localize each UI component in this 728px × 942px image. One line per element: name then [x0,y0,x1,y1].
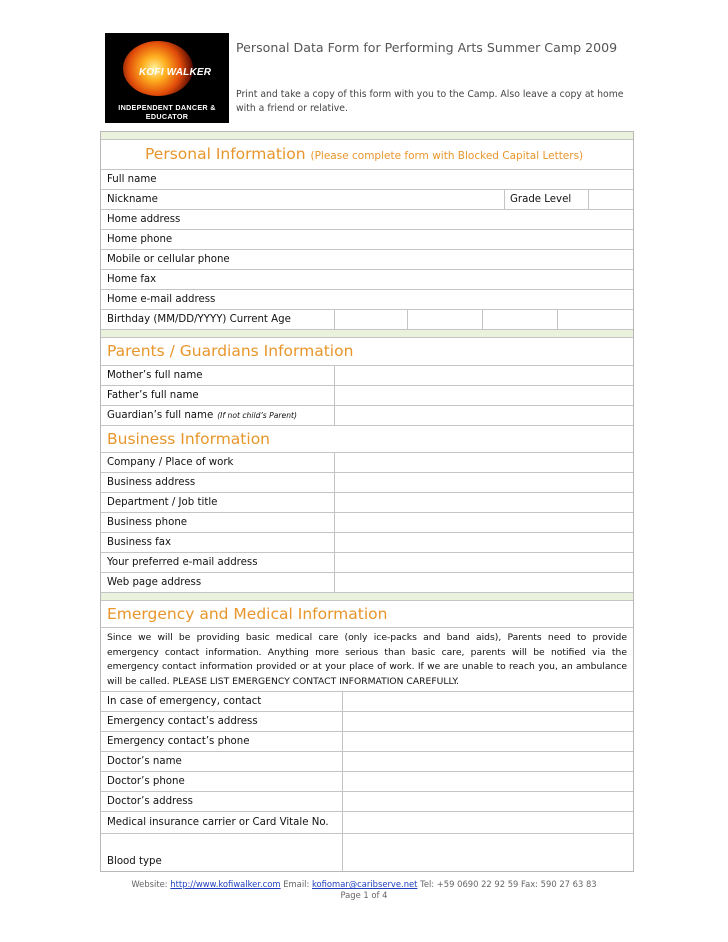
field-label: Father’s full name [107,390,199,401]
section-title: Emergency and Medical Information [107,605,388,623]
field-label: Birthday (MM/DD/YYYY) Current Age [107,314,291,325]
tel-fax: Tel: +59 0690 22 92 59 Fax: 590 27 63 83 [420,879,597,889]
logo-name: KOFI WALKER [139,67,212,78]
section-business [101,426,633,453]
field-home-phone[interactable] [101,230,633,250]
form-title: Personal Data Form for Performing Arts Summer Camp 2009 [236,40,618,55]
field-home-email[interactable] [101,290,633,310]
field-home-address[interactable] [101,210,633,230]
field-full-name[interactable] [101,170,633,190]
field-label: Web page address [107,577,202,588]
field-emergency-address[interactable] [101,712,633,732]
field-home-fax[interactable] [101,270,633,290]
field-guardian-name[interactable] [101,406,633,426]
field-emergency-phone[interactable] [101,732,633,752]
separator-band [101,330,633,338]
field-business-fax[interactable] [101,533,633,553]
field-label: Blood type [107,856,162,868]
section-title: Business Information [107,430,270,448]
logo-tagline: INDEPENDENT DANCER & EDUCATOR [118,103,216,121]
form-instructions: Print and take a copy of this form with you to the Camp. Also leave a copy at home with a friend or relative. [236,89,624,114]
field-label: Doctor’s address [107,796,193,808]
guardian-note: (If not child’s Parent) [217,411,297,420]
field-medical-insurance[interactable] [101,812,633,834]
field-company[interactable] [101,453,633,473]
website-label: Website: [131,879,168,889]
field-label: Business fax [107,537,172,548]
personal-data-form [100,131,634,872]
field-label: Doctor’s phone [107,776,185,788]
field-mobile-phone[interactable] [101,250,633,270]
field-label: Medical insurance carrier or Card Vitale No. [107,817,329,829]
field-web-page[interactable] [101,573,633,593]
field-business-phone[interactable] [101,513,633,533]
field-label: Home e-mail address [107,294,216,305]
field-label: Department / Job title [107,497,218,508]
field-father-name[interactable] [101,386,633,406]
section-parents [101,338,633,366]
section-title: Parents / Guardians Information [107,342,354,360]
email-label: Email: [283,879,310,889]
field-business-address[interactable] [101,473,633,493]
email-link[interactable]: kofiomar@caribserve.net [311,879,418,889]
field-label: Emergency contact’s address [107,716,258,728]
section-personal [101,140,633,170]
field-label: Emergency contact’s phone [107,736,250,748]
section-emergency [101,601,633,628]
field-blood-type[interactable] [101,834,633,871]
section-subtitle: (Please complete form with Blocked Capital Letters) [310,150,584,162]
field-birthday-age[interactable] [101,310,633,330]
field-label: Home fax [107,274,157,285]
field-emergency-contact[interactable] [101,692,633,712]
grade-level-label: Grade Level [510,194,572,205]
field-label: In case of emergency, contact [107,696,262,708]
field-label: Business address [107,477,196,488]
field-doctor-address[interactable] [101,792,633,812]
field-label: Business phone [107,517,188,528]
footer-contact [0,879,728,889]
field-label: Guardian’s full name [107,410,214,421]
field-label: Home phone [107,234,173,245]
field-nickname[interactable] [101,190,633,210]
field-label: Nickname [107,194,158,205]
section-title: Personal Information [145,145,306,163]
website-link[interactable]: http://www.kofiwalker.com [170,879,281,889]
field-label: Doctor’s name [107,756,182,768]
emergency-instructions: Since we will be providing basic medical care (only ice-packs and band aids), Parents need to provide emergency contact information. Anything more serious than basic care, parents will be notified via the emergency contact information provided or at your place of work. If we are unable to reach you, an ambulance will be called. PLEASE LIST EMERGENCY CONTACT INFORMATION CAREFULLY. [101,628,633,692]
field-department[interactable] [101,493,633,513]
field-doctor-name[interactable] [101,752,633,772]
page-number: Page 1 of 4 [340,890,388,900]
field-label: Mobile or cellular phone [107,254,230,265]
field-label: Mother’s full name [107,370,203,381]
kofi-walker-logo [105,33,229,123]
field-label: Company / Place of work [107,457,234,468]
header-band [101,132,633,140]
separator-band [101,593,633,601]
field-label: Home address [107,214,181,225]
field-label: Full name [107,174,157,185]
field-preferred-email[interactable] [101,553,633,573]
field-doctor-phone[interactable] [101,772,633,792]
field-mother-name[interactable] [101,366,633,386]
field-label: Your preferred e-mail address [107,557,258,568]
